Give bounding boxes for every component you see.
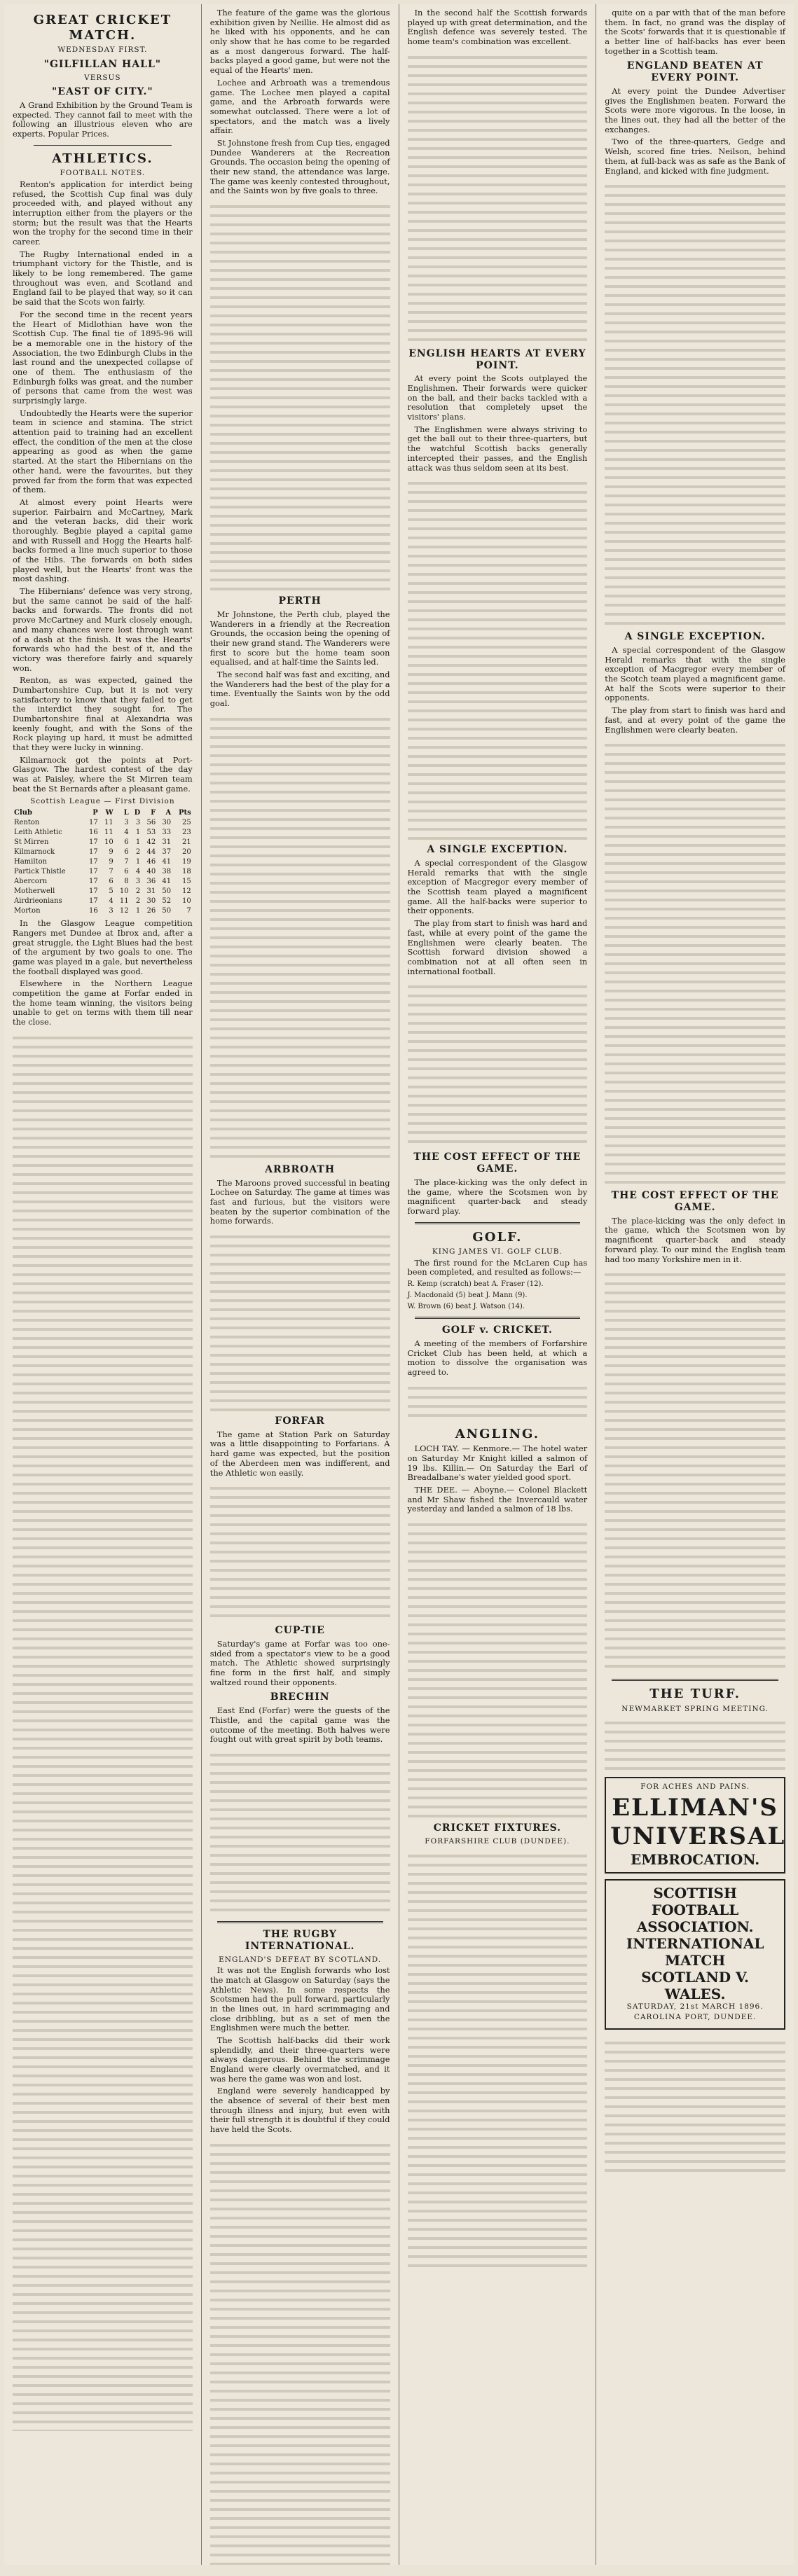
league-table-cell: 5 — [109, 887, 113, 896]
section-title: A SINGLE EXCEPTION. — [427, 844, 568, 856]
article-paragraph: East End (Forfar) were the guests of the Thistle, and the capital game was the outcome of the meeting. Both halves were fought out with great spirit by both teams. — [209, 1705, 390, 1745]
league-table-cell: 3 — [135, 819, 141, 827]
article-paragraph: At every point the Dundee Advertiser gives the Englishmen beaten. Forward the Scots were more vigorous. In the loose, in the lines out, they had all the better of the exchanges. — [605, 86, 785, 134]
article-paragraph: The first round for the McLaren Cup has been completed, and resulted as follows:— — [407, 1257, 588, 1277]
athletics-title: ATHLETICS. — [52, 151, 153, 166]
league-table-cell: 41 — [162, 858, 172, 866]
illegible-text-block — [408, 1517, 588, 1818]
cricket-intro: A Grand Exhibition by the Ground Team is expected. They cannot fail to meet with the following an illustrious eleven who are experts. Popular Prices. — [13, 99, 193, 139]
article-paragraph: The play from start to finish was hard and fast, while at every point of the game the Englishmen were clearly beaten. The Scottish forward division showed a combination not at all often seen in international football. — [407, 918, 588, 976]
league-table-cell: 6 — [124, 838, 129, 847]
league-table-cell: 42 — [146, 838, 156, 847]
league-table-cell: 6 — [109, 878, 113, 886]
league-table — [13, 808, 193, 916]
illegible-text-block — [210, 712, 390, 1160]
article-paragraph: The Rugby International ended in a triumphant victory for the Thistle, and is likely to be long remembered. The game throughout was even, and Scotland and England fail to be played that way, so it can be said that the Scots won fairly. — [13, 249, 193, 307]
league-table-cell: St Mirren — [14, 838, 49, 847]
football-notes-title: FOOTBALL NOTES. — [60, 169, 146, 178]
league-table-cell: 12 — [182, 887, 191, 896]
league-table-cell: 33 — [162, 829, 172, 837]
illegible-text-block — [13, 1030, 193, 2431]
article-paragraph: LOCH TAY. — Kenmore.— The hotel water on Saturday Mr Knight killed a salmon of 19 lbs. Killin.— On Saturday the Earl of Breadalbane's water yielded good sport. — [407, 1443, 588, 1483]
article-paragraph: The place-kicking was the only defect in the game, where the Scotsmen won by magnificent quarter-back and steady forward play. — [407, 1177, 588, 1216]
league-table-cell: 30 — [162, 819, 172, 827]
divider — [415, 1222, 581, 1224]
league-table-row — [13, 838, 193, 847]
league-table-cell: 10 — [182, 897, 191, 906]
league-table-cell: Partick Thistle — [14, 868, 66, 876]
section-title: A SINGLE EXCEPTION. — [624, 631, 766, 643]
article-paragraph: It was not the English forwards who lost the match at Glasgow on Saturday (says the Athletic News). In some respects the Scotsmen had the pull forward, particularly in the lines out, in hard scrimmaging and close dribbling, but as a set of men the Englishmen were much the better. — [209, 1965, 390, 2033]
divider — [415, 1317, 581, 1319]
league-table-cell: 38 — [162, 868, 172, 876]
league-table-cell: 17 — [89, 878, 98, 886]
league-table-cell: 1 — [135, 858, 141, 866]
article-paragraph: Saturday's game at Forfar was too one-sided from a spectator's view to be a good match. The Athletic showed surprisingly fine form in the first half, and simply waltzed round their opponents. — [209, 1639, 390, 1687]
divider — [34, 145, 172, 146]
embrocation-advert — [605, 1777, 785, 1873]
league-table-cell: 37 — [162, 848, 172, 857]
league-table-cell: 31 — [162, 838, 172, 847]
article-paragraph: Mr Johnstone, the Perth club, played the Wanderers in a friendly at the Recreation Grounds, the occasion being the opening of their new grand stand. The Wanderers were first to score but the home team soon equalised, and at half-time the Saints led. — [209, 609, 390, 667]
league-table-cell: 17 — [89, 819, 98, 827]
league-table-cell: 50 — [162, 887, 172, 896]
golf-club-title: KING JAMES VI. GOLF CLUB. — [432, 1247, 563, 1256]
league-table-cell: 21 — [182, 838, 191, 847]
article-paragraph: A special correspondent of the Glasgow Herald remarks that with the single exception of Macgregor every member of the Scottish team played a magnificent game. All the half-backs were superior to their opponents. — [407, 858, 588, 916]
advert-product: EMBROCATION. — [630, 1850, 760, 1868]
illegible-text-block — [605, 1267, 785, 1673]
illegible-text-block — [210, 1229, 390, 1411]
league-table-cell: 56 — [146, 819, 156, 827]
league-table-cell: 1 — [135, 829, 141, 837]
section-title: ENGLISH HEARTS AT EVERY POINT. — [408, 347, 586, 371]
article-paragraph: Elsewhere in the Northern League competition the game at Forfar ended in the home team winning, the visitors being unable to get on terms with them till near the close. — [13, 978, 193, 1027]
arbroath-title: ARBROATH — [265, 1163, 336, 1175]
cricket-team-1: "GILFILLAN HALL" — [43, 58, 162, 70]
league-table-cell: 53 — [146, 829, 156, 837]
angling-title: ANGLING. — [455, 1426, 540, 1441]
league-table-cell: 11 — [104, 819, 113, 827]
league-table-cell: 18 — [182, 868, 191, 876]
league-table-cell: 46 — [146, 858, 156, 866]
golf-result: J. Macdonald (5) beat J. Mann (9). — [407, 1292, 528, 1300]
article-paragraph: The feature of the game was the glorious exhibition given by Neillie. He almost did as he liked with his opponents, and he can only show that he has come to be regarded as a most dangerous forward. The half-backs played a good game, but were not the equal of the Hearts' men. — [209, 8, 390, 76]
league-table-row — [13, 906, 193, 916]
article-paragraph: Two of the three-quarters, Gedge and Welsh, scored fine tries. Neilson, behind them, at full-back was as safe as the Bank of England, and kicked with fine judgment. — [605, 137, 785, 176]
article-paragraph: quite on a par with that of the man before them. In fact, no grand was the display of the Scots' forwards that it is questionable if a better line of half-backs has ever been together in a Scottish team. — [605, 8, 785, 56]
league-table-cell: 52 — [162, 897, 172, 906]
league-table-cell: 19 — [182, 858, 191, 866]
league-table-body — [13, 818, 193, 916]
league-table-cell: 44 — [146, 848, 156, 857]
illegible-text-block — [408, 50, 588, 344]
cup-tie-title: CUP-TIE — [275, 1625, 325, 1637]
advert-association: SCOTTISH FOOTBALL ASSOCIATION. — [636, 1884, 754, 1935]
article-paragraph: St Johnstone fresh from Cup ties, engaged Dundee Wanderers at the Recreation Grounds. The occasion being the opening of their new stand, the attendance was large. The game was keenly contested throughout, and the Saints won by five goals to three. — [209, 137, 390, 196]
article-paragraph: For the second time in the recent years the Heart of Midlothian have won the Scottish Cup. The final tie of 1895-96 will be a memorable one in the history of the Association, the two Edinburgh Clubs in the last round and the unexpected collapse of one of them. The enthusiasm of the Edinburgh folks was great, and the number of persons that came from the west was surprisingly large. — [13, 309, 193, 406]
league-table-cell: Motherwell — [14, 887, 55, 896]
league-table-cell: 25 — [182, 819, 191, 827]
league-table-cell: 30 — [146, 897, 156, 906]
league-table-cell: 9 — [109, 848, 113, 857]
brechin-title: BRECHIN — [270, 1691, 330, 1703]
league-table-cell: 41 — [162, 878, 172, 886]
league-table-cell: 50 — [162, 907, 172, 915]
advert-brand: ELLIMAN'S — [612, 1794, 778, 1822]
illegible-text-block — [210, 2138, 390, 2565]
league-table-cell: Leith Athletic — [14, 829, 62, 837]
article-paragraph: The Englishmen were always striving to get the ball out to their three-quarters, but the watchful Scottish backs generally intercepted their passes, and the English attack was thus seldom seen at its best. — [407, 424, 588, 473]
league-table-cell: 8 — [124, 878, 129, 886]
league-table-cell: Kilmarnock — [14, 848, 55, 857]
article-paragraph: Renton's application for interdict being refused, the Scottish Cup final was duly proceeded with, and played without any interruption either from the players or the storm; but the result was that the Hearts won the trophy for the second time in their career. — [13, 179, 193, 247]
league-table-row — [13, 877, 193, 887]
cricket-team-2: "EAST OF CITY." — [52, 86, 153, 98]
article-paragraph: A special correspondent of the Glasgow Herald remarks that with the single exception of Macgregor every member of the Scotch team played a magnificent game. At half the Scots were superior to their opponents. — [605, 645, 785, 703]
league-table-title: Scottish League — First Division — [30, 796, 175, 805]
league-table-cell: 10 — [119, 887, 129, 896]
league-table-cell: 7 — [186, 907, 191, 915]
football-match-advert — [605, 1879, 785, 2030]
league-table-cell: 17 — [89, 897, 98, 906]
article-paragraph: Kilmarnock got the points at Port-Glasgow. The hardest contest of the day was at Paisley, where the St Mirren team beat the St Bernards after a pleasant game. — [13, 754, 193, 794]
advert-teams: SCOTLAND V. WALES. — [641, 1968, 750, 2002]
article-paragraph: Undoubtedly the Hearts were the superior team in science and stamina. The strict attention paid to training had an excellent effect, the condition of the men at the close appearing as good as when the game started. At the start the Hibernians on the other hand, were the favourites, but they proved far from the form that was expected of them. — [13, 408, 193, 495]
illegible-text-block — [210, 1481, 390, 1621]
article-paragraph: THE DEE. — Aboyne.— Colonel Blackett and Mr Shaw fished the Invercauld water yesterday and landed a salmon of 18 lbs. — [407, 1485, 588, 1514]
league-table-cell: 4 — [124, 829, 129, 837]
rugby-title: THE RUGBY INTERNATIONAL. — [245, 1928, 355, 1952]
newspaper-page — [4, 4, 794, 2565]
illegible-text-block — [408, 979, 588, 1147]
league-table-cell: 7 — [109, 868, 113, 876]
league-table-cell: 4 — [135, 868, 141, 876]
league-table-cell: 2 — [135, 887, 141, 896]
league-table-cell: 2 — [135, 897, 141, 906]
league-table-row — [13, 847, 193, 857]
divider — [612, 1679, 778, 1681]
league-table-cell: 2 — [135, 848, 141, 857]
turf-subtitle: NEWMARKET SPRING MEETING. — [621, 1704, 769, 1713]
league-table-cell: 3 — [135, 878, 141, 886]
league-table-cell: 20 — [182, 848, 191, 857]
article-paragraph: The play from start to finish was hard and fast, and at every point of the game the Englishmen were clearly beaten. — [605, 705, 785, 735]
article-paragraph: The game at Station Park on Saturday was a little disappointing to Forfarians. A hard game was expected, but the position of the Aberdeen men was indifferent, and the Athletic won easily. — [209, 1429, 390, 1478]
turf-title: THE TURF. — [649, 1687, 741, 1702]
league-table-cell: 16 — [89, 829, 98, 837]
league-table-cell: 4 — [109, 897, 113, 906]
cricket-versus: VERSUS — [84, 73, 121, 82]
illegible-text-block — [210, 199, 390, 591]
league-table-cell: Airdrieonians — [14, 897, 62, 906]
advert-venue: CAROLINA PORT, DUNDEE. — [633, 2013, 757, 2022]
illegible-text-block — [605, 1715, 785, 1771]
perth-title: PERTH — [278, 595, 322, 607]
article-paragraph: England were severely handicapped by the absence of several of their best men through illness and injury, but even with their full strength it is doubtful if they could have held the Scots. — [209, 2086, 390, 2135]
advert-date: SATURDAY, 21st MARCH 1896. — [626, 2002, 764, 2011]
league-table-cell: 7 — [124, 858, 129, 866]
article-paragraph: In the Glasgow League competition Rangers met Dundee at Ibrox and, after a great struggle, the Light Blues had the best of the argument by two goals to one. The game was played in a gale, but nevertheless the football displayed was good. — [13, 918, 193, 976]
rugby-subtitle: ENGLAND'S DEFEAT BY SCOTLAND. — [219, 1955, 382, 1964]
league-table-cell: 17 — [89, 858, 98, 866]
league-table-cell: Morton — [14, 907, 41, 915]
league-table-cell: Renton — [14, 819, 40, 827]
divider — [217, 1921, 383, 1923]
article-paragraph: At almost every point Hearts were superior. Fairbairn and McCartney, Mark and the veteran backs, did their work thoroughly. Begbie played a capital game and with Russell and Hogg the Hearts half-backs formed a line much superior to those of the Hibs. The forwards on both sides played well, but the Hearts' front was the most dashing. — [13, 497, 193, 584]
article-paragraph: The Hibernians' defence was very strong, but the same cannot be said of the half-backs and forwards. The fronts did not prove McCartney and Murk closely enough, and many chances were lost through want of a dash at the finish. It was the Hearts' forwards who had the best of it, and the victory was therefore fairly and squarely won. — [13, 586, 193, 673]
cricket-headline-sub: WEDNESDAY FIRST. — [57, 46, 148, 55]
league-table-row — [13, 896, 193, 906]
league-table-row — [13, 818, 193, 828]
league-table-cell: 36 — [146, 878, 156, 886]
section-title: ENGLAND BEATEN AT EVERY POINT. — [626, 60, 764, 84]
forfar-title: FORFAR — [275, 1415, 325, 1427]
league-table-cell: 40 — [146, 868, 156, 876]
league-table-cell: 6 — [124, 868, 129, 876]
league-table-cell: 3 — [124, 819, 129, 827]
advert-brand-2: UNIVERSAL — [610, 1822, 786, 1850]
league-table-cell: 11 — [119, 897, 129, 906]
article-paragraph: The Scottish half-backs did their work splendidly, and their three-quarters were always dangerous. Behind the scrimmage England were clearly overmatched, and it was here the game was won and lost. — [209, 2035, 390, 2084]
column-4 — [596, 4, 794, 2565]
golf-result: W. Brown (6) beat J. Watson (14). — [407, 1303, 525, 1311]
article-paragraph: In the second half the Scottish forwards played up with great determination, and the English defence was severely tested. The home team's combination was excellent. — [407, 8, 588, 47]
article-paragraph: Lochee and Arbroath was a tremendous game. The Lochee men played a capital game, and the Arbroath forwards were somewhat outclassed. There were a lot of spectators, and the match was a lively affair. — [209, 77, 390, 136]
league-table-cell: 1 — [135, 838, 141, 847]
league-table-row — [13, 887, 193, 896]
league-table-cell: 3 — [109, 907, 113, 915]
league-table-cell: 17 — [89, 868, 98, 876]
league-table-row — [13, 828, 193, 838]
league-table-cell: 9 — [109, 858, 113, 866]
illegible-text-block — [408, 1380, 588, 1422]
league-table-cell: 10 — [104, 838, 113, 847]
league-table-cell: 1 — [135, 907, 141, 915]
article-paragraph: Renton, as was expected, gained the Dumbartonshire Cup, but it is not very satisfactory to know that they failed to get the interdict they sought for. The Dumbartonshire final at Alexandria was keenly fought, and with the Sons of the Rock playing up hard, it must be admitted that they were lucky in winning. — [13, 675, 193, 753]
illegible-text-block — [210, 1747, 390, 1916]
article-paragraph: The second half was fast and exciting, and the Wanderers had the best of the play for a time. Eventually the Saints won by the odd goal. — [209, 669, 390, 709]
league-table-cell: 23 — [182, 829, 191, 837]
league-table-cell: 16 — [89, 907, 98, 915]
section-title: THE COST EFFECT OF THE GAME. — [611, 1190, 779, 1213]
league-table-cell: 31 — [146, 887, 156, 896]
advert-tagline: FOR ACHES AND PAINS. — [640, 1782, 750, 1792]
golf-result: R. Kemp (scratch) beat A. Fraser (12). — [407, 1280, 544, 1289]
league-table-cell: Abercorn — [14, 878, 48, 886]
column-2 — [202, 4, 399, 2565]
section-title: THE COST EFFECT OF THE GAME. — [413, 1151, 582, 1175]
golf-cricket-title: GOLF v. CRICKET. — [441, 1324, 553, 1336]
illegible-text-block — [605, 738, 785, 1186]
article-paragraph: The Maroons proved successful in beating Lochee on Saturday. The game at times was fast and furious, but the visitors were beaten by the superior combination of the home forwards. — [209, 1177, 390, 1226]
league-table-cell: 26 — [146, 907, 156, 915]
league-table-cell: 17 — [89, 838, 98, 847]
article-paragraph: The place-kicking was the only defect in the game, which the Scotsmen won by magnificent quarter-back and steady forward play. To our mind the English team had too many Yorkshire men in it. — [605, 1215, 785, 1264]
article-paragraph: A meeting of the members of Forfarshire Cricket Club has been held, at which a motion to dissolve the organisation was agreed to. — [407, 1338, 588, 1378]
illegible-text-block — [605, 179, 785, 627]
column-3 — [399, 4, 597, 2565]
column-1 — [4, 4, 202, 2565]
illegible-text-block — [408, 1848, 588, 2269]
cricket-fixtures-title: CRICKET FIXTURES. — [433, 1822, 562, 1834]
advert-match: INTERNATIONAL MATCH — [626, 1934, 764, 1969]
league-table-header: Club P W L D F A Pts — [14, 809, 191, 817]
league-table-row — [13, 867, 193, 877]
league-table-cell: 17 — [89, 848, 98, 857]
league-table-cell: 17 — [89, 887, 98, 896]
league-table-cell: 11 — [104, 829, 113, 837]
league-table-cell: 12 — [119, 907, 129, 915]
cricket-headline: GREAT CRICKET MATCH. — [33, 13, 172, 43]
cricket-club-title: FORFARSHIRE CLUB (DUNDEE). — [425, 1836, 570, 1846]
league-table-cell: 15 — [182, 878, 191, 886]
league-table-row — [13, 857, 193, 867]
illegible-text-block — [408, 476, 588, 840]
article-paragraph: At every point the Scots outplayed the Englishmen. Their forwards were quicker on the ball, and their backs tackled with a resolution that completely upset the visitors' plans. — [407, 373, 588, 422]
illegible-text-block — [605, 2035, 785, 2175]
league-table-cell: Hamilton — [14, 858, 48, 866]
golf-title: GOLF. — [472, 1229, 523, 1245]
league-table-cell: 6 — [124, 848, 129, 857]
